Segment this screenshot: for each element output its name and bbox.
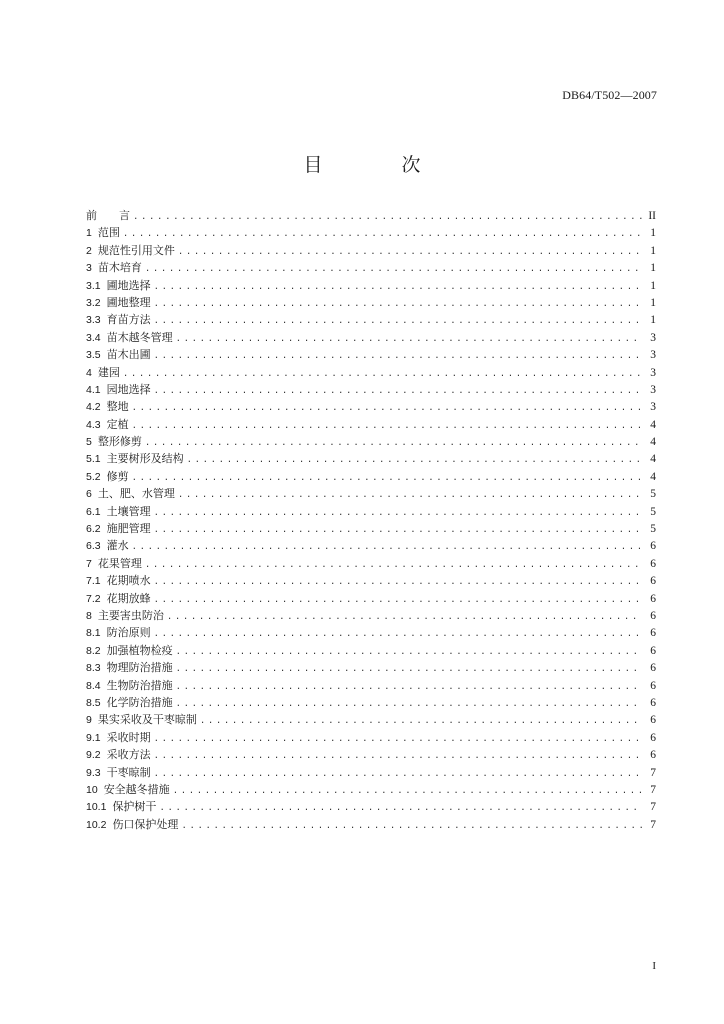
toc-entry-number: 1 <box>86 227 92 240</box>
toc-entry-text: 主要害虫防治 <box>97 608 164 622</box>
toc-entry-number: 6 <box>86 488 92 501</box>
toc-entry-label <box>86 520 154 537</box>
toc-entry-text: 主要树形及结构 <box>106 452 184 466</box>
toc-entry[interactable] <box>86 624 656 641</box>
toc-entry-text: 物理防治措施 <box>106 661 173 675</box>
toc-entry-number: 9.2 <box>86 749 101 762</box>
toc-entry-label <box>86 816 181 833</box>
toc-dot-leader <box>123 366 642 381</box>
toc-entry-page: 1 <box>650 296 656 309</box>
toc-entry-label <box>86 329 176 346</box>
toc-entry[interactable] <box>86 364 656 381</box>
toc-dot-leader <box>154 383 642 398</box>
toc-entry-text: 土壤管理 <box>106 504 151 518</box>
toc-entry-page: 6 <box>650 714 656 727</box>
toc-entry[interactable] <box>86 590 656 607</box>
toc-entry-number: 10.2 <box>86 818 107 831</box>
toc-entry[interactable] <box>86 520 656 537</box>
page-number: I <box>652 960 656 972</box>
toc-entry-text: 整形修剪 <box>97 435 142 449</box>
toc-dot-leader <box>178 487 642 502</box>
toc-entry-label <box>86 555 145 572</box>
toc-entry-label <box>86 207 133 224</box>
toc-entry-label <box>86 677 176 694</box>
toc-entry-number: 3.4 <box>86 331 101 344</box>
toc-dot-leader <box>187 452 642 467</box>
toc-dot-leader <box>154 766 642 781</box>
toc-entry-label <box>86 416 132 433</box>
toc-entry-number: 7 <box>86 557 92 570</box>
toc-entry-number: 6.2 <box>86 523 101 536</box>
toc-entry-text: 安全越冬措施 <box>103 782 170 796</box>
toc-entry-number: 3.2 <box>86 296 101 309</box>
toc-entry-page: 5 <box>650 523 656 536</box>
toc-entry-text: 果实采收及干枣晾制 <box>97 713 197 727</box>
toc-entry-page: 6 <box>650 749 656 762</box>
toc-dot-leader <box>154 522 642 537</box>
toc-entry-text: 干枣晾制 <box>106 765 151 779</box>
toc-entry-text: 范围 <box>97 226 120 240</box>
toc-dot-leader <box>145 261 642 276</box>
toc-entry-page: 6 <box>650 540 656 553</box>
toc-entry-page: 5 <box>650 505 656 518</box>
toc-entry-text: 采收方法 <box>106 748 151 762</box>
toc-entry[interactable] <box>86 381 656 398</box>
toc-entry[interactable] <box>86 329 656 346</box>
toc-entry-page: 1 <box>650 314 656 327</box>
toc-dot-leader <box>154 505 642 520</box>
toc-entry-number: 8.5 <box>86 696 101 709</box>
toc-entry-text: 花期喷水 <box>106 574 151 588</box>
toc-entry-label <box>86 311 154 328</box>
toc-entry-number: 2 <box>86 244 92 257</box>
toc-dot-leader <box>123 226 642 241</box>
toc-entry-page: 6 <box>650 592 656 605</box>
toc-entry-number: 7.2 <box>86 592 101 605</box>
toc-entry-label <box>86 433 145 450</box>
toc-entry[interactable] <box>86 694 656 711</box>
toc-entry-page: 1 <box>650 262 656 275</box>
toc-dot-leader <box>176 679 642 694</box>
toc-entry[interactable] <box>86 416 656 433</box>
toc-dot-leader <box>154 348 642 363</box>
toc-entry-label <box>86 607 167 624</box>
toc-entry-label <box>86 242 178 259</box>
toc-entry[interactable] <box>86 468 656 485</box>
toc-entry[interactable] <box>86 746 656 763</box>
toc-entry-number: 7.1 <box>86 575 101 588</box>
toc-entry-text: 育苗方法 <box>106 313 151 327</box>
toc-entry[interactable] <box>86 677 656 694</box>
toc-entry[interactable] <box>86 642 656 659</box>
toc-entry[interactable] <box>86 798 656 815</box>
document-code: DB64/T502—2007 <box>562 88 657 102</box>
toc-entry-label <box>86 624 154 641</box>
toc-dot-leader <box>176 661 642 676</box>
toc-entry-number: 9.1 <box>86 731 101 744</box>
toc-dot-leader <box>181 818 642 833</box>
toc-entry-page: 3 <box>650 349 656 362</box>
toc-entry-label <box>86 590 154 607</box>
toc-entry-label <box>86 381 154 398</box>
toc-entry-text: 化学防治措施 <box>106 695 173 709</box>
toc-dot-leader <box>167 609 642 624</box>
toc-entry-number: 9 <box>86 714 92 727</box>
toc-dot-leader <box>154 731 642 746</box>
toc-entry-label <box>86 224 123 241</box>
toc-dot-leader <box>154 592 642 607</box>
toc-dot-leader <box>145 557 642 572</box>
toc-entry-number: 8.3 <box>86 662 101 675</box>
toc-entry[interactable] <box>86 816 656 833</box>
toc-entry-number: 4.3 <box>86 418 101 431</box>
toc-entry-page: 5 <box>650 488 656 501</box>
toc-entry-page: 4 <box>650 418 656 431</box>
toc-entry-label <box>86 346 154 363</box>
toc-dot-leader <box>132 400 642 415</box>
toc-entry[interactable] <box>86 398 656 415</box>
toc-entry-label <box>86 485 178 502</box>
toc-entry[interactable] <box>86 729 656 746</box>
toc-entry-text: 加强植物检疫 <box>106 643 173 657</box>
toc-entry-text: 前 言 <box>86 209 130 222</box>
toc-entry[interactable] <box>86 485 656 502</box>
toc-entry[interactable] <box>86 224 656 241</box>
toc-entry-page: 3 <box>650 366 656 379</box>
toc-entry-page: 4 <box>650 453 656 466</box>
toc-entry-label <box>86 398 132 415</box>
toc-entry[interactable] <box>86 294 656 311</box>
toc-entry-page: 6 <box>650 662 656 675</box>
toc-entry[interactable] <box>86 607 656 624</box>
toc-entry-label <box>86 711 200 728</box>
toc-entry-text: 苗木培育 <box>97 261 142 275</box>
toc-entry-number: 4.2 <box>86 401 101 414</box>
toc-entry[interactable] <box>86 555 656 572</box>
toc-entry-page: 3 <box>650 383 656 396</box>
toc-entry-label <box>86 764 154 781</box>
toc-entry[interactable] <box>86 764 656 781</box>
toc-dot-leader <box>200 713 642 728</box>
toc-entry-number: 10 <box>86 783 98 796</box>
toc-dot-leader <box>176 331 642 346</box>
toc-dot-leader <box>154 279 642 294</box>
toc-entry-label <box>86 294 154 311</box>
toc-dot-leader <box>178 244 642 259</box>
toc-entry[interactable] <box>86 572 656 589</box>
toc-title: 目 次 <box>303 154 451 176</box>
toc-entry-page: 7 <box>650 783 656 796</box>
toc-entry[interactable] <box>86 711 656 728</box>
toc-entry-page: 6 <box>650 575 656 588</box>
toc-entry-text: 采收时期 <box>106 730 151 744</box>
toc-entry[interactable] <box>86 659 656 676</box>
toc-entry-label <box>86 694 176 711</box>
toc-dot-leader <box>176 696 642 711</box>
toc-entry-text: 苗木出圃 <box>106 348 151 362</box>
toc-dot-leader <box>176 644 642 659</box>
toc-dot-leader <box>154 313 642 328</box>
toc-entry-text: 灌水 <box>106 539 129 553</box>
toc-entry-page: II <box>648 210 656 222</box>
toc-entry-text: 定植 <box>106 417 129 431</box>
toc-entry-page: 4 <box>650 436 656 449</box>
toc-entry-number: 3.1 <box>86 279 101 292</box>
toc-dot-leader <box>154 296 642 311</box>
toc-entry-page: 1 <box>650 244 656 257</box>
toc-entry-label <box>86 746 154 763</box>
toc-entry-text: 整地 <box>106 400 129 414</box>
toc-entry-label <box>86 537 132 554</box>
toc-entry-page: 6 <box>650 609 656 622</box>
toc-entry[interactable] <box>86 450 656 467</box>
toc-entry-page: 1 <box>650 227 656 240</box>
toc-entry-number: 6.3 <box>86 540 101 553</box>
toc-entry-label <box>86 729 154 746</box>
toc-entry[interactable] <box>86 207 656 224</box>
toc-entry-text: 修剪 <box>106 469 129 483</box>
toc-entry[interactable] <box>86 433 656 450</box>
toc-entry-text: 施肥管理 <box>106 522 151 536</box>
toc-entry-label <box>86 659 176 676</box>
toc-entry-label <box>86 277 154 294</box>
toc-entry[interactable] <box>86 503 656 520</box>
toc-entry-text: 园地选择 <box>106 382 151 396</box>
toc-entry-page: 7 <box>650 766 656 779</box>
toc-entry-label <box>86 259 145 276</box>
toc-entry-number: 4 <box>86 366 92 379</box>
toc-entry-number: 8.1 <box>86 627 101 640</box>
toc-entry-number: 3.5 <box>86 349 101 362</box>
toc-entry-page: 1 <box>650 279 656 292</box>
toc-entry-text: 保护树干 <box>112 800 157 814</box>
toc-entry-page: 7 <box>650 818 656 831</box>
toc-entry-label <box>86 503 154 520</box>
toc-entry-label <box>86 572 154 589</box>
toc-entry[interactable] <box>86 311 656 328</box>
toc-entry-label <box>86 798 159 815</box>
toc-dot-leader <box>159 800 642 815</box>
toc-entry-number: 10.1 <box>86 801 107 814</box>
toc-dot-leader <box>154 748 642 763</box>
toc-entry[interactable] <box>86 242 656 259</box>
toc-entry[interactable] <box>86 346 656 363</box>
toc-entry-text: 苗木越冬管理 <box>106 330 173 344</box>
table-of-contents <box>86 207 656 833</box>
toc-dot-leader <box>154 574 642 589</box>
toc-entry-page: 6 <box>650 696 656 709</box>
toc-entry-page: 7 <box>650 801 656 814</box>
toc-entry-text: 圃地选择 <box>106 278 151 292</box>
toc-entry-page: 6 <box>650 627 656 640</box>
toc-entry-text: 生物防治措施 <box>106 678 173 692</box>
toc-entry-page: 6 <box>650 679 656 692</box>
toc-entry-number: 5.2 <box>86 470 101 483</box>
toc-entry-text: 伤口保护处理 <box>112 817 179 831</box>
toc-entry-text: 花果管理 <box>97 556 142 570</box>
toc-dot-leader <box>154 626 642 641</box>
toc-entry-number: 8 <box>86 609 92 622</box>
toc-entry-number: 9.3 <box>86 766 101 779</box>
toc-entry[interactable] <box>86 259 656 276</box>
toc-dot-leader <box>132 470 642 485</box>
toc-entry-page: 6 <box>650 644 656 657</box>
toc-entry-label <box>86 781 173 798</box>
toc-entry-label <box>86 450 187 467</box>
toc-dot-leader <box>132 418 642 433</box>
toc-entry-page: 4 <box>650 470 656 483</box>
toc-entry[interactable] <box>86 537 656 554</box>
toc-entry-number: 3.3 <box>86 314 101 327</box>
toc-entry[interactable] <box>86 277 656 294</box>
toc-entry-page: 3 <box>650 331 656 344</box>
toc-dot-leader <box>145 435 642 450</box>
toc-entry-text: 建园 <box>97 365 120 379</box>
toc-dot-leader <box>173 783 642 798</box>
toc-entry-number: 5 <box>86 436 92 449</box>
toc-entry-page: 6 <box>650 731 656 744</box>
toc-entry-label <box>86 468 132 485</box>
toc-entry-number: 4.1 <box>86 383 101 396</box>
toc-entry-text: 土、肥、水管理 <box>97 487 175 501</box>
toc-entry-number: 8.4 <box>86 679 101 692</box>
toc-entry-label <box>86 642 176 659</box>
toc-entry-number: 3 <box>86 262 92 275</box>
toc-entry-text: 花期放蜂 <box>106 591 151 605</box>
toc-entry-number: 6.1 <box>86 505 101 518</box>
toc-entry-page: 3 <box>650 401 656 414</box>
toc-entry-number: 8.2 <box>86 644 101 657</box>
toc-entry-text: 规范性引用文件 <box>97 243 175 257</box>
toc-dot-leader <box>133 209 642 224</box>
toc-entry-text: 防治原则 <box>106 626 151 640</box>
toc-entry-page: 6 <box>650 557 656 570</box>
toc-entry-number: 5.1 <box>86 453 101 466</box>
toc-entry-label <box>86 364 123 381</box>
toc-entry-text: 圃地整理 <box>106 295 151 309</box>
toc-dot-leader <box>132 539 642 554</box>
toc-entry[interactable] <box>86 781 656 798</box>
